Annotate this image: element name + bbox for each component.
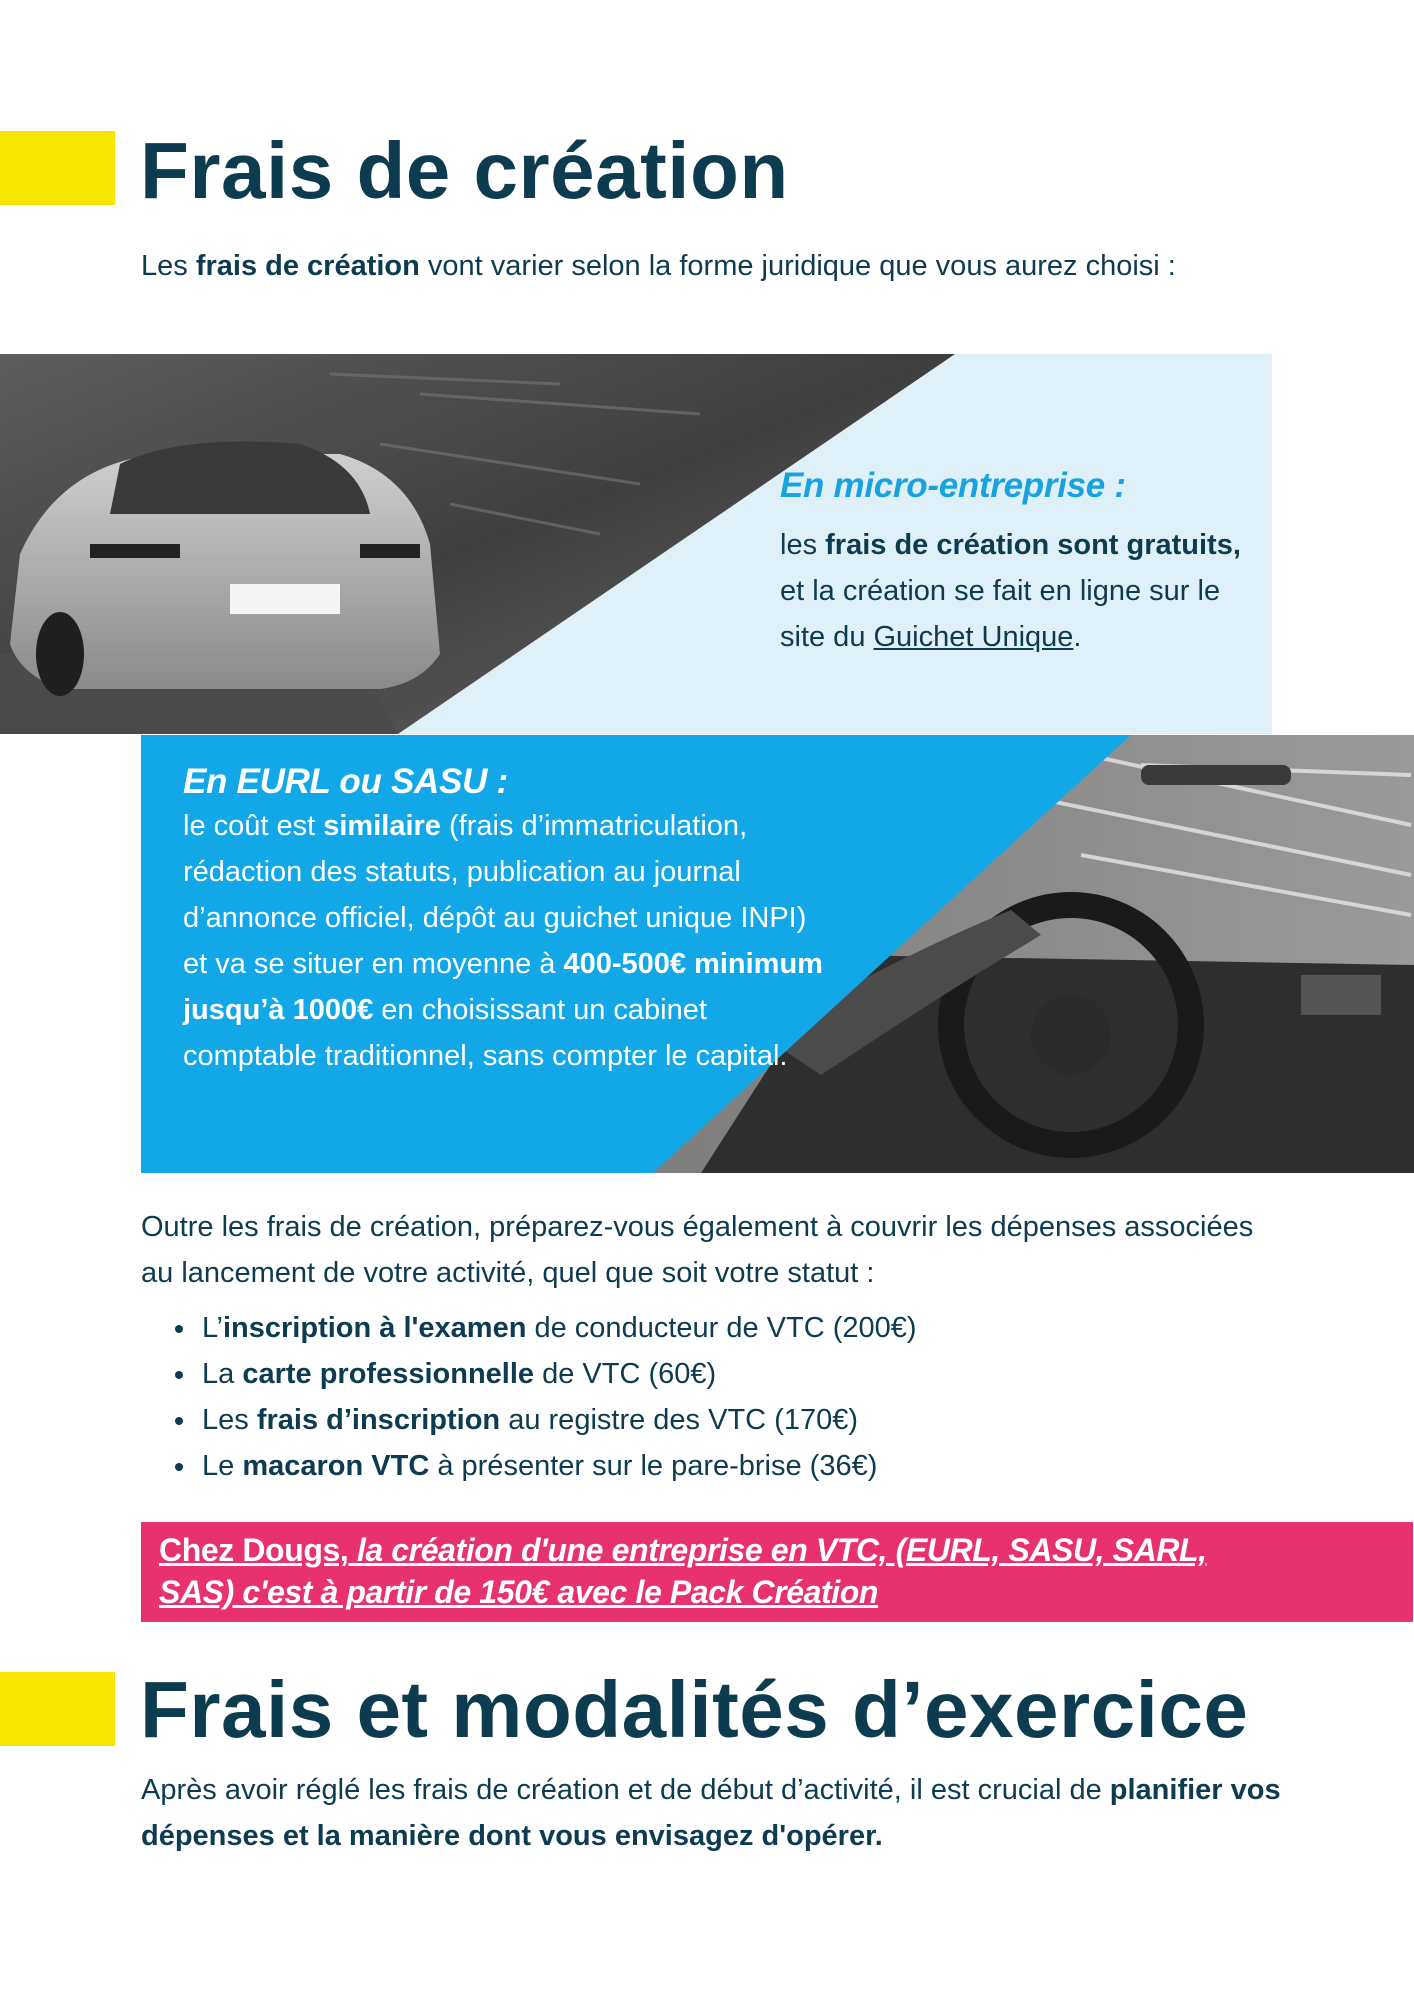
list-item: • La carte professionnelle de VTC (60€) xyxy=(198,1351,917,1397)
list-item: • L’inscription à l'examen de conducteur de VTC (200€) xyxy=(198,1305,917,1351)
promo-banner xyxy=(141,1522,1413,1622)
pack-creation-link[interactable]: Chez Dougs, la création d'une entreprise en VTC, (EURL, SASU, SARL, SAS) c'est à partir de 150€ avec le Pack Création xyxy=(159,1532,1207,1610)
expenses-intro: Outre les frais de création, préparez-vous également à couvrir les dépenses associées au lancement de votre activité, quel que soit votre statut : xyxy=(141,1211,1254,1289)
section-title-creation: Frais de création xyxy=(140,126,789,215)
micro-entreprise-text xyxy=(780,464,1250,660)
section-title-exercice: Frais et modalités d’exercice xyxy=(140,1665,1249,1754)
section-marker xyxy=(0,1672,115,1746)
list-item: • Le macaron VTC à présenter sur le pare-brise (36€) xyxy=(198,1443,917,1489)
micro-entreprise-panel xyxy=(0,354,1272,734)
eurl-sasu-text xyxy=(183,761,833,1079)
micro-entreprise-body: les frais de création sont gratuits, et la création se fait en ligne sur le site du Guichet Unique. xyxy=(780,529,1241,653)
micro-entreprise-title: En micro-entreprise : xyxy=(780,466,1126,505)
exercice-intro: Après avoir réglé les frais de création et de début d’activité, il est crucial de planifier vos dépenses et la manière dont vous envisagez d'opérer. xyxy=(141,1774,1281,1852)
expenses-list xyxy=(160,1305,917,1489)
guichet-unique-link[interactable]: Guichet Unique xyxy=(873,621,1074,653)
eurl-sasu-panel xyxy=(141,735,1414,1173)
creation-intro: Les frais de création vont varier selon la forme juridique que vous aurez choisi : xyxy=(141,250,1176,282)
eurl-sasu-body: le coût est similaire (frais d’immatriculation, rédaction des statuts, publication au journal d’annonce officiel, dépôt au guichet unique INPI) et va se situer en moyenne à 400-500€ minimum jusqu’à 1000€ en choisissant un cabinet comptable traditionnel, sans compter le capital. xyxy=(183,810,823,1072)
list-item: • Les frais d’inscription au registre des VTC (170€) xyxy=(198,1397,917,1443)
eurl-sasu-title: En EURL ou SASU : xyxy=(183,762,508,801)
section-marker xyxy=(0,131,115,205)
